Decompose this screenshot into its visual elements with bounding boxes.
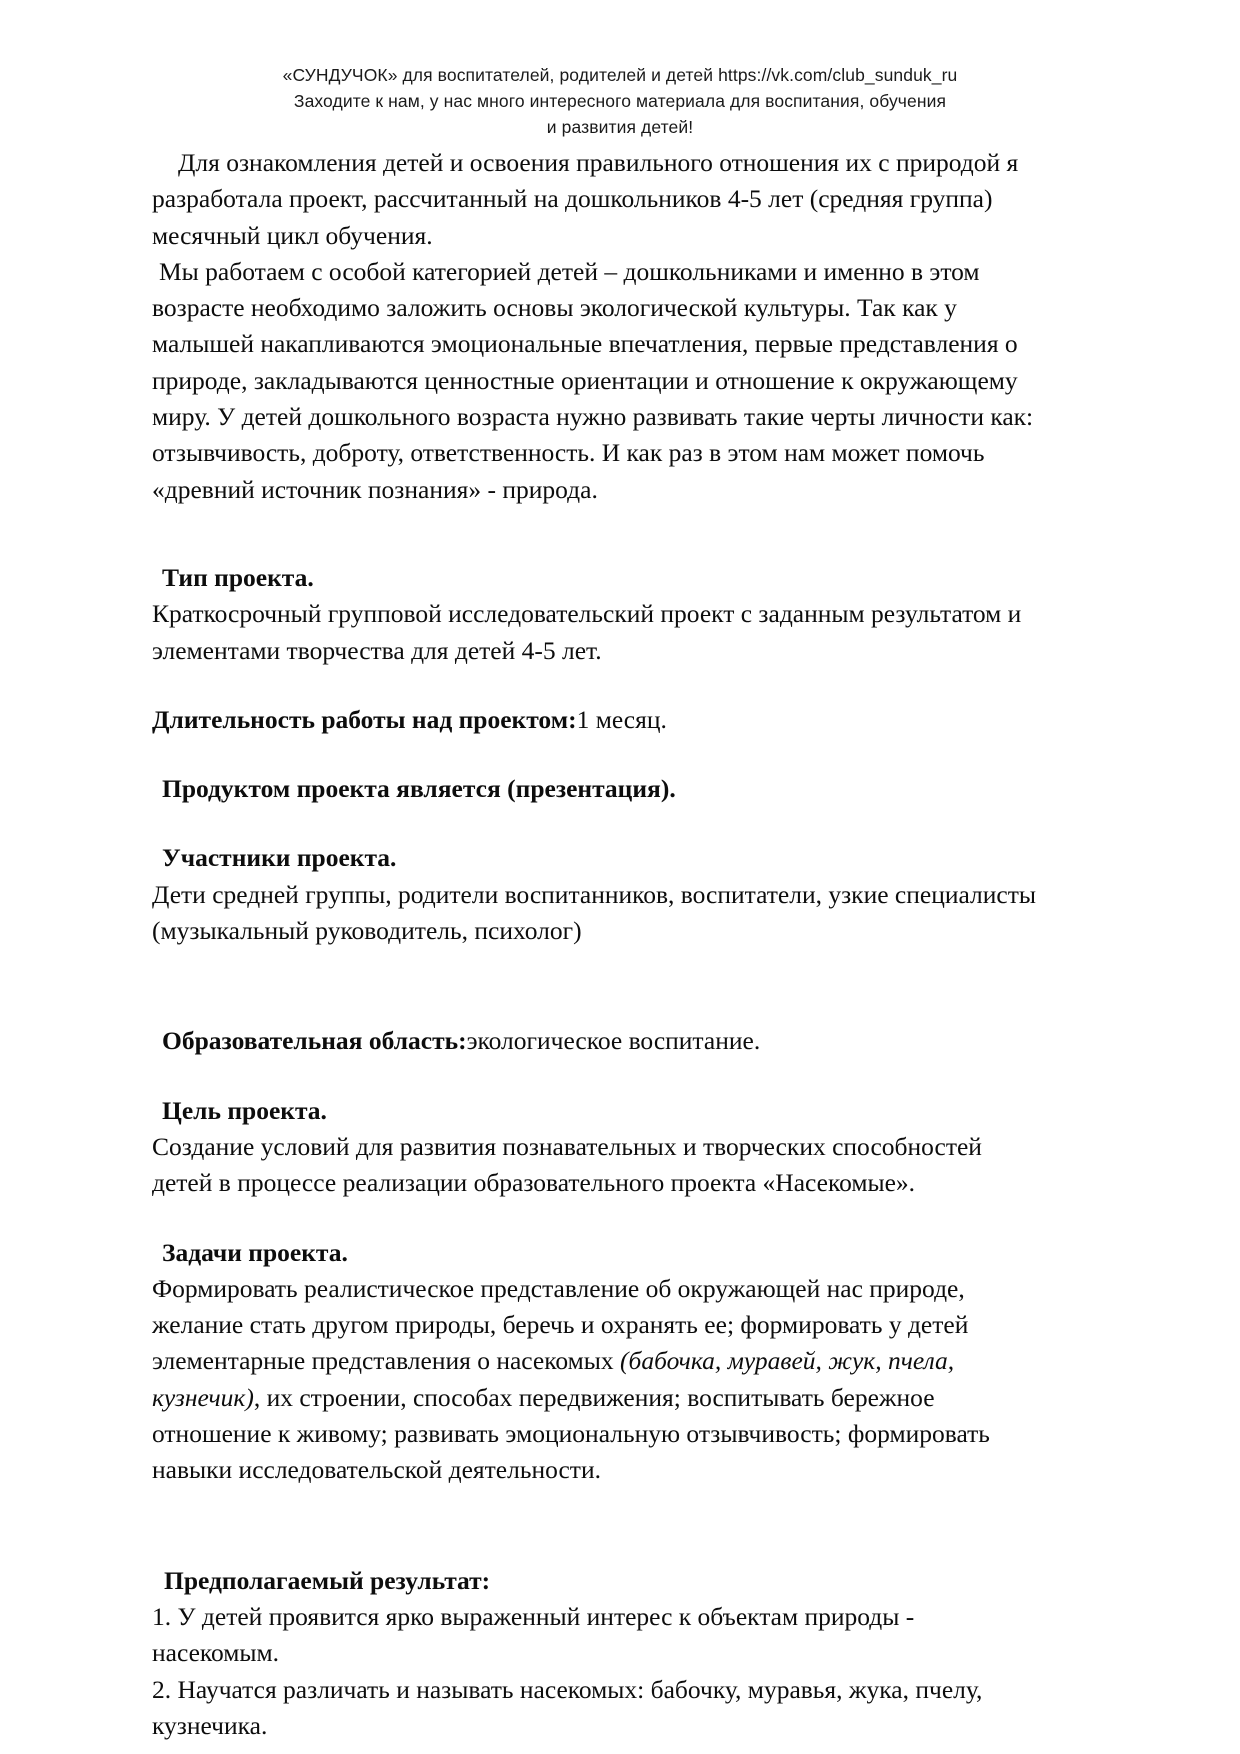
spacer bbox=[152, 1060, 1042, 1093]
tasks-text-part-1: Формировать реалистическое представление об окружающей нас природе, желание стать другом природы, беречь и охранять ее; формировать у детей элементарные представления о насекомых bbox=[152, 1273, 969, 1376]
heading-expected-result: Предполагаемый результат: bbox=[164, 1565, 491, 1595]
spacer bbox=[152, 1489, 1042, 1563]
paragraph-intro-2: Мы работаем с особой категорией детей – дошкольниками и именно в этом возрасте необходимо заложить основы экологической культуры. Так как у малышей накапливаются эмоциональные впечатления, первые представления о природе, закладываются ценностные ориентации и отношение к окружающему миру. У детей дошкольного возраста нужно развивать такие черты личности как: отзывчивость, доброту, ответственность. И как раз в этом нам может помочь «древний источник познания» - природа. bbox=[152, 256, 1034, 504]
document-header bbox=[0, 62, 1240, 140]
paragraph-tasks bbox=[152, 1271, 1042, 1489]
header-line-1: «СУНДУЧОК» для воспитателей, родителей и детей https://vk.com/club_sunduk_ru bbox=[282, 65, 958, 85]
value-duration: 1 месяц. bbox=[576, 704, 667, 734]
paragraph-project-type: Краткосрочный групповой исследовательский проект с заданным результатом и элементами творчества для детей 4-5 лет. bbox=[152, 599, 1022, 665]
tasks-text-part-2: , их строении, способах передвижения; воспитывать бережное отношение к живому; развивать эмоциональную отзывчивость; формировать навыки исследовательской деятельности. bbox=[152, 1382, 990, 1485]
heading-educational-area: Образовательная область: bbox=[162, 1026, 467, 1056]
paragraph-expected-item-1: 1. У детей проявится ярко выраженный интерес к объектам природы - насекомым. bbox=[152, 1601, 915, 1668]
spacer bbox=[152, 1202, 1042, 1235]
paragraph-intro-1: Для ознакомления детей и освоения правильного отношения их с природой я разработала проект, рассчитанный на дошкольников 4-5 лет (средняя группа) месячный цикл обучения. bbox=[152, 148, 1019, 250]
document-body bbox=[152, 145, 1042, 1744]
spacer bbox=[152, 738, 1042, 771]
heading-duration: Длительность работы над проектом: bbox=[152, 704, 577, 734]
paragraph-duration bbox=[152, 702, 1042, 738]
paragraph-expected-item-2: 2. Научатся различать и называть насекомых: бабочку, муравья, жука, пчелу, кузнечика. bbox=[152, 1674, 983, 1740]
paragraph-participants: Дети средней группы, родители воспитанников, воспитатели, узкие специалисты (музыкальный руководитель, психолог) bbox=[152, 879, 1036, 946]
heading-tasks: Задачи проекта. bbox=[162, 1237, 348, 1267]
heading-project-type: Тип проекта. bbox=[162, 562, 314, 592]
spacer bbox=[152, 807, 1042, 840]
header-line-2: Заходите к нам, у нас много интересного материала для воспитания, обучения bbox=[293, 91, 947, 111]
spacer bbox=[152, 949, 1042, 1023]
value-educational-area: экологическое воспитание. bbox=[466, 1026, 761, 1056]
heading-goal: Цель проекта. bbox=[162, 1095, 327, 1125]
spacer bbox=[152, 508, 1042, 560]
tasks-insect-list-italic: (бабочка, муравей, жук, пчела, кузнечик) bbox=[152, 1346, 955, 1412]
header-line-3: и развития детей! bbox=[546, 117, 694, 137]
paragraph-goal: Создание условий для развития познавательных и творческих способностей детей в процессе реализации образовательного проекта «Насекомые». bbox=[152, 1131, 982, 1198]
heading-participants: Участники проекта. bbox=[162, 843, 397, 873]
spacer bbox=[152, 669, 1042, 702]
paragraph-educational-area bbox=[152, 1023, 1042, 1059]
heading-product: Продуктом проекта является (презентация). bbox=[162, 774, 676, 804]
